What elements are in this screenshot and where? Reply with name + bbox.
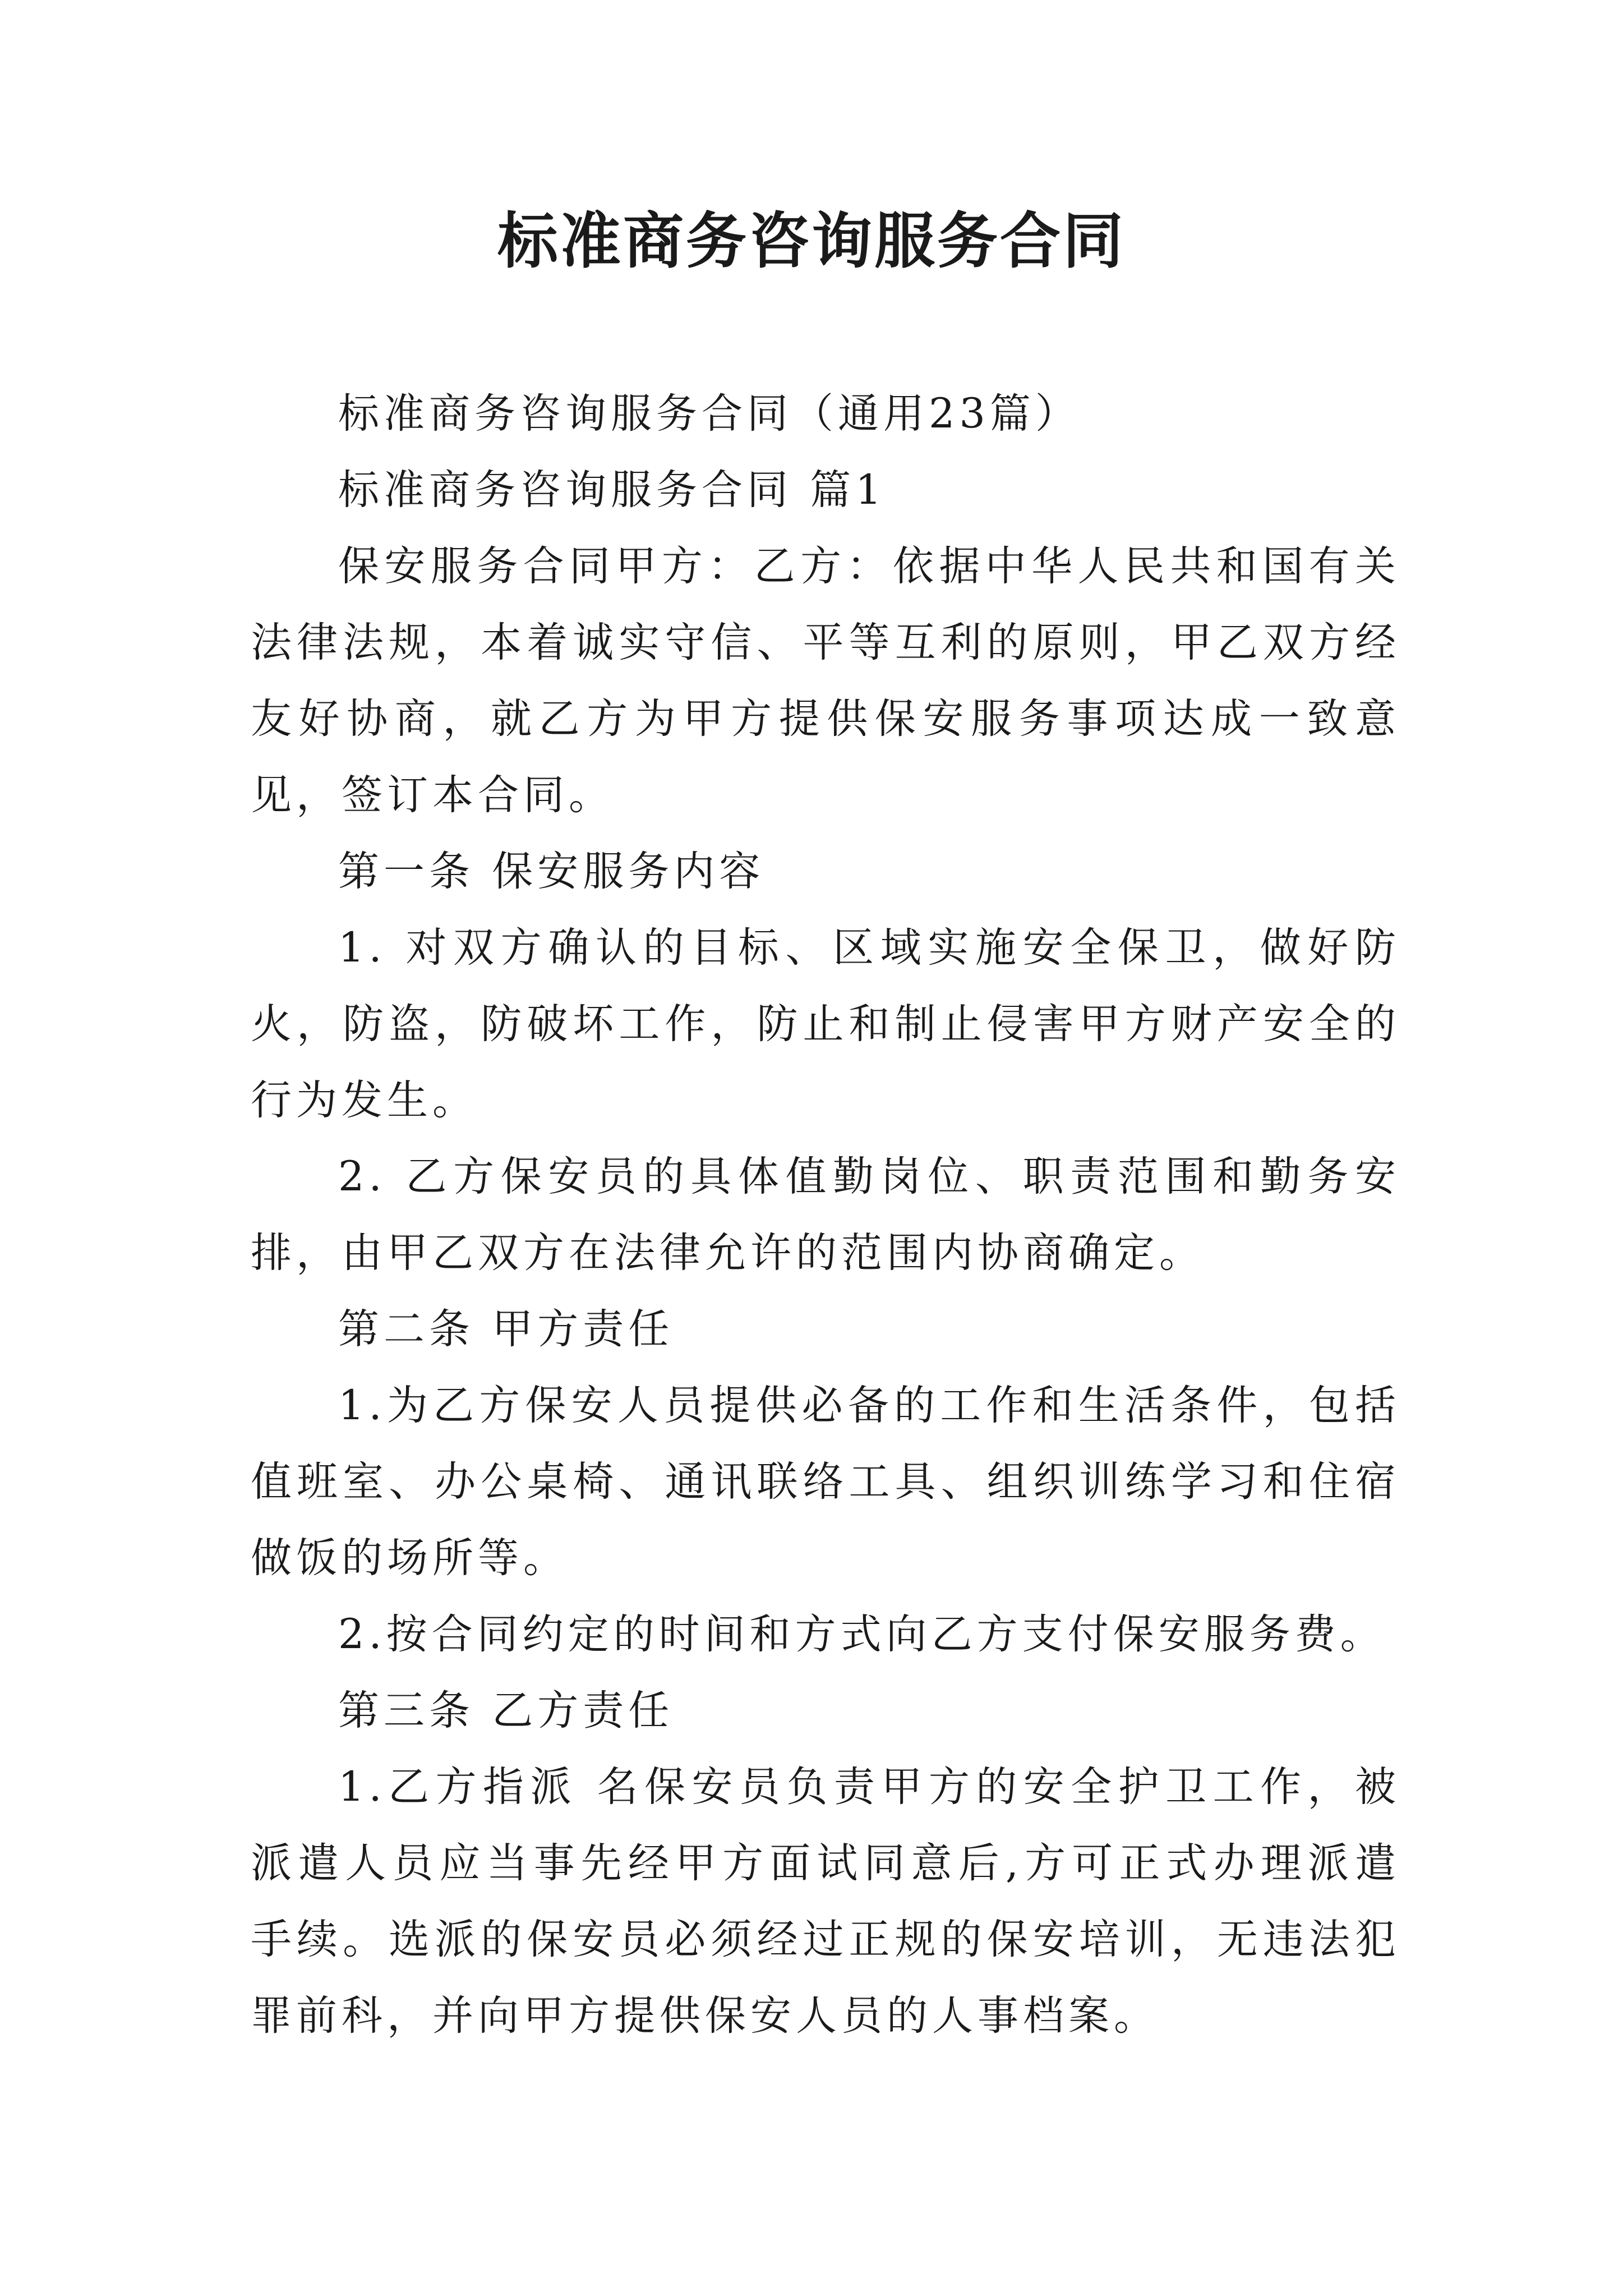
document-body bbox=[251, 376, 1400, 2054]
section-heading: 第二条 甲方责任 bbox=[338, 1305, 674, 1353]
paragraph: 1. 对双方确认的目标、区域实施安全保卫，做好防火，防盗，防破坏工作，防止和制止侵害甲方财产安全的行为发生。 bbox=[251, 924, 1400, 1124]
paragraph: 1.乙方指派 名保安员负责甲方的安全护卫工作，被派遣人员应当事先经甲方面试同意后,方可正式办理派遣手续。选派的保安员必须经过正规的保安培训，无违法犯罪前科，并向甲方提供保安人员的人事档案。 bbox=[251, 1763, 1400, 2040]
paragraph: 1.为乙方保安人员提供必备的工作和生活条件，包括值班室、办公桌椅、通讯联络工具、组织训练学习和住宿做饭的场所等。 bbox=[251, 1382, 1400, 1582]
document-title: 标准商务咨询服务合同 bbox=[497, 206, 1126, 277]
paragraph: 保安服务合同甲方：乙方：依据中华人民共和国有关法律法规，本着诚实守信、平等互利的原则，甲乙双方经友好协商，就乙方为甲方提供保安服务事项达成一致意见，签订本合同。 bbox=[251, 542, 1400, 819]
paragraph: 2.按合同约定的时间和方式向乙方支付保安服务费。 bbox=[338, 1611, 1386, 1658]
paragraph: 2. 乙方保安员的具体值勤岗位、职责范围和勤务安排，由甲乙双方在法律允许的范围内协商确定。 bbox=[251, 1153, 1400, 1277]
section-heading: 第一条 保安服务内容 bbox=[338, 848, 765, 895]
paragraph: 标准商务咨询服务合同（通用23篇） bbox=[338, 390, 1081, 438]
section-heading: 第三条 乙方责任 bbox=[338, 1687, 674, 1734]
paragraph: 标准商务咨询服务合同 篇1 bbox=[338, 466, 886, 514]
